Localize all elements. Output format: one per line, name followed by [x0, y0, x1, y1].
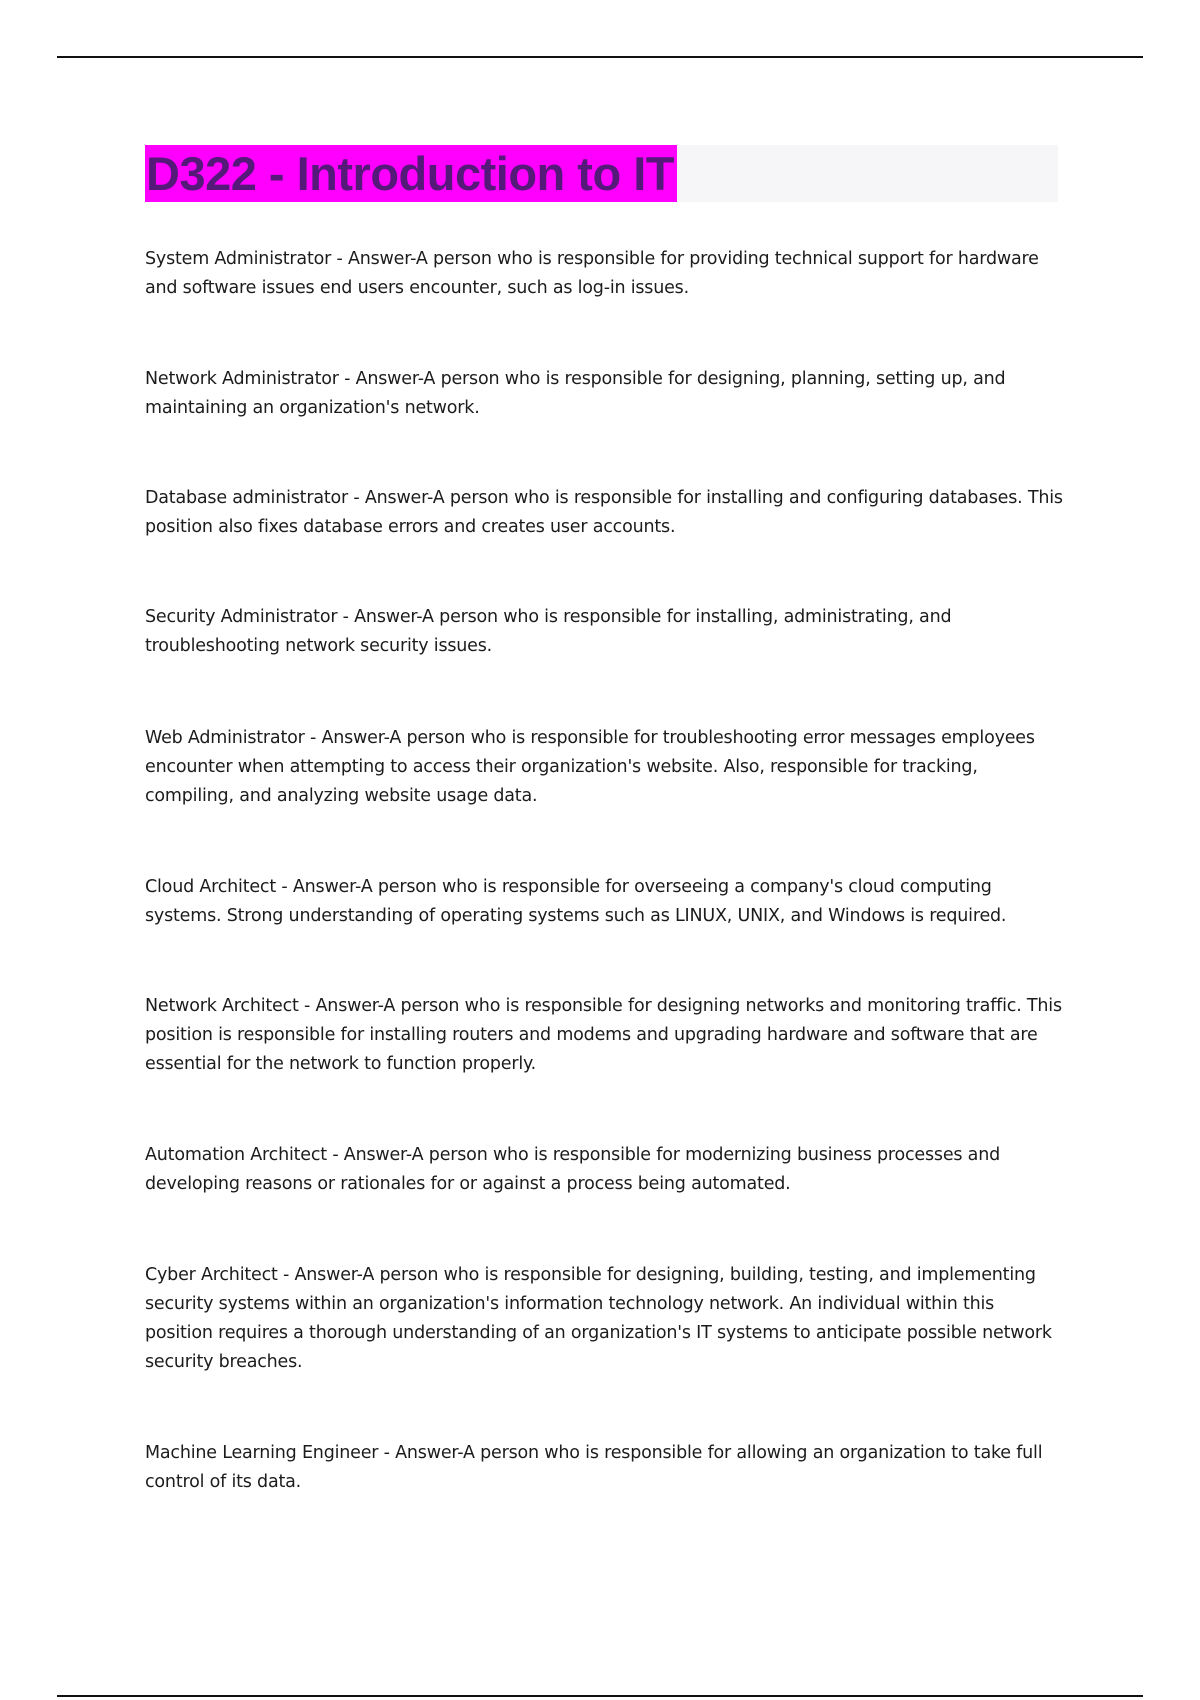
entry-cloud-architect: Cloud Architect - Answer-A person who is responsible for overseeing a company's cloud computing systems. Strong understanding of operating systems such as LINUX, UNIX, and Windows is required. [145, 877, 1007, 926]
entry-system-administrator: System Administrator - Answer-A person who is responsible for providing technical support for hardware and software issues end users encounter, such as log-in issues. [145, 249, 1039, 298]
entry-security-administrator: Security Administrator - Answer-A person who is responsible for installing, administrating, and troubleshooting network security issues. [145, 607, 952, 656]
entry-database-administrator: Database administrator - Answer-A person who is responsible for installing and configuring databases. This position also fixes database errors and creates user accounts. [145, 488, 1063, 537]
page-title: D322 - Introduction to IT [145, 145, 677, 202]
entry-automation-architect: Automation Architect - Answer-A person who is responsible for modernizing business processes and developing reasons or rationales for or against a process being automated. [145, 1145, 1000, 1194]
entry-network-administrator: Network Administrator - Answer-A person who is responsible for designing, planning, setting up, and maintaining an organization's network. [145, 369, 1006, 418]
header-rule [57, 56, 1143, 58]
entry-web-administrator: Web Administrator - Answer-A person who is responsible for troubleshooting error messages employees encounter when attempting to access their organization's website. Also, responsible for tracking, compiling, and analyzing website usage data. [145, 728, 1035, 806]
entry-network-architect: Network Architect - Answer-A person who is responsible for designing networks and monitoring traffic. This position is responsible for installing routers and modems and upgrading hardware and software that are essential for the network to function properly. [145, 996, 1062, 1074]
entry-machine-learning-engineer: Machine Learning Engineer - Answer-A person who is responsible for allowing an organization to take full control of its data. [145, 1443, 1043, 1492]
entry-cyber-architect: Cyber Architect - Answer-A person who is responsible for designing, building, testing, and implementing security systems within an organization's information technology network. An individual within this position requires a thorough understanding of an organization's IT systems to anticipate possible network security breaches. [145, 1265, 1052, 1372]
footer-rule [57, 1695, 1143, 1697]
